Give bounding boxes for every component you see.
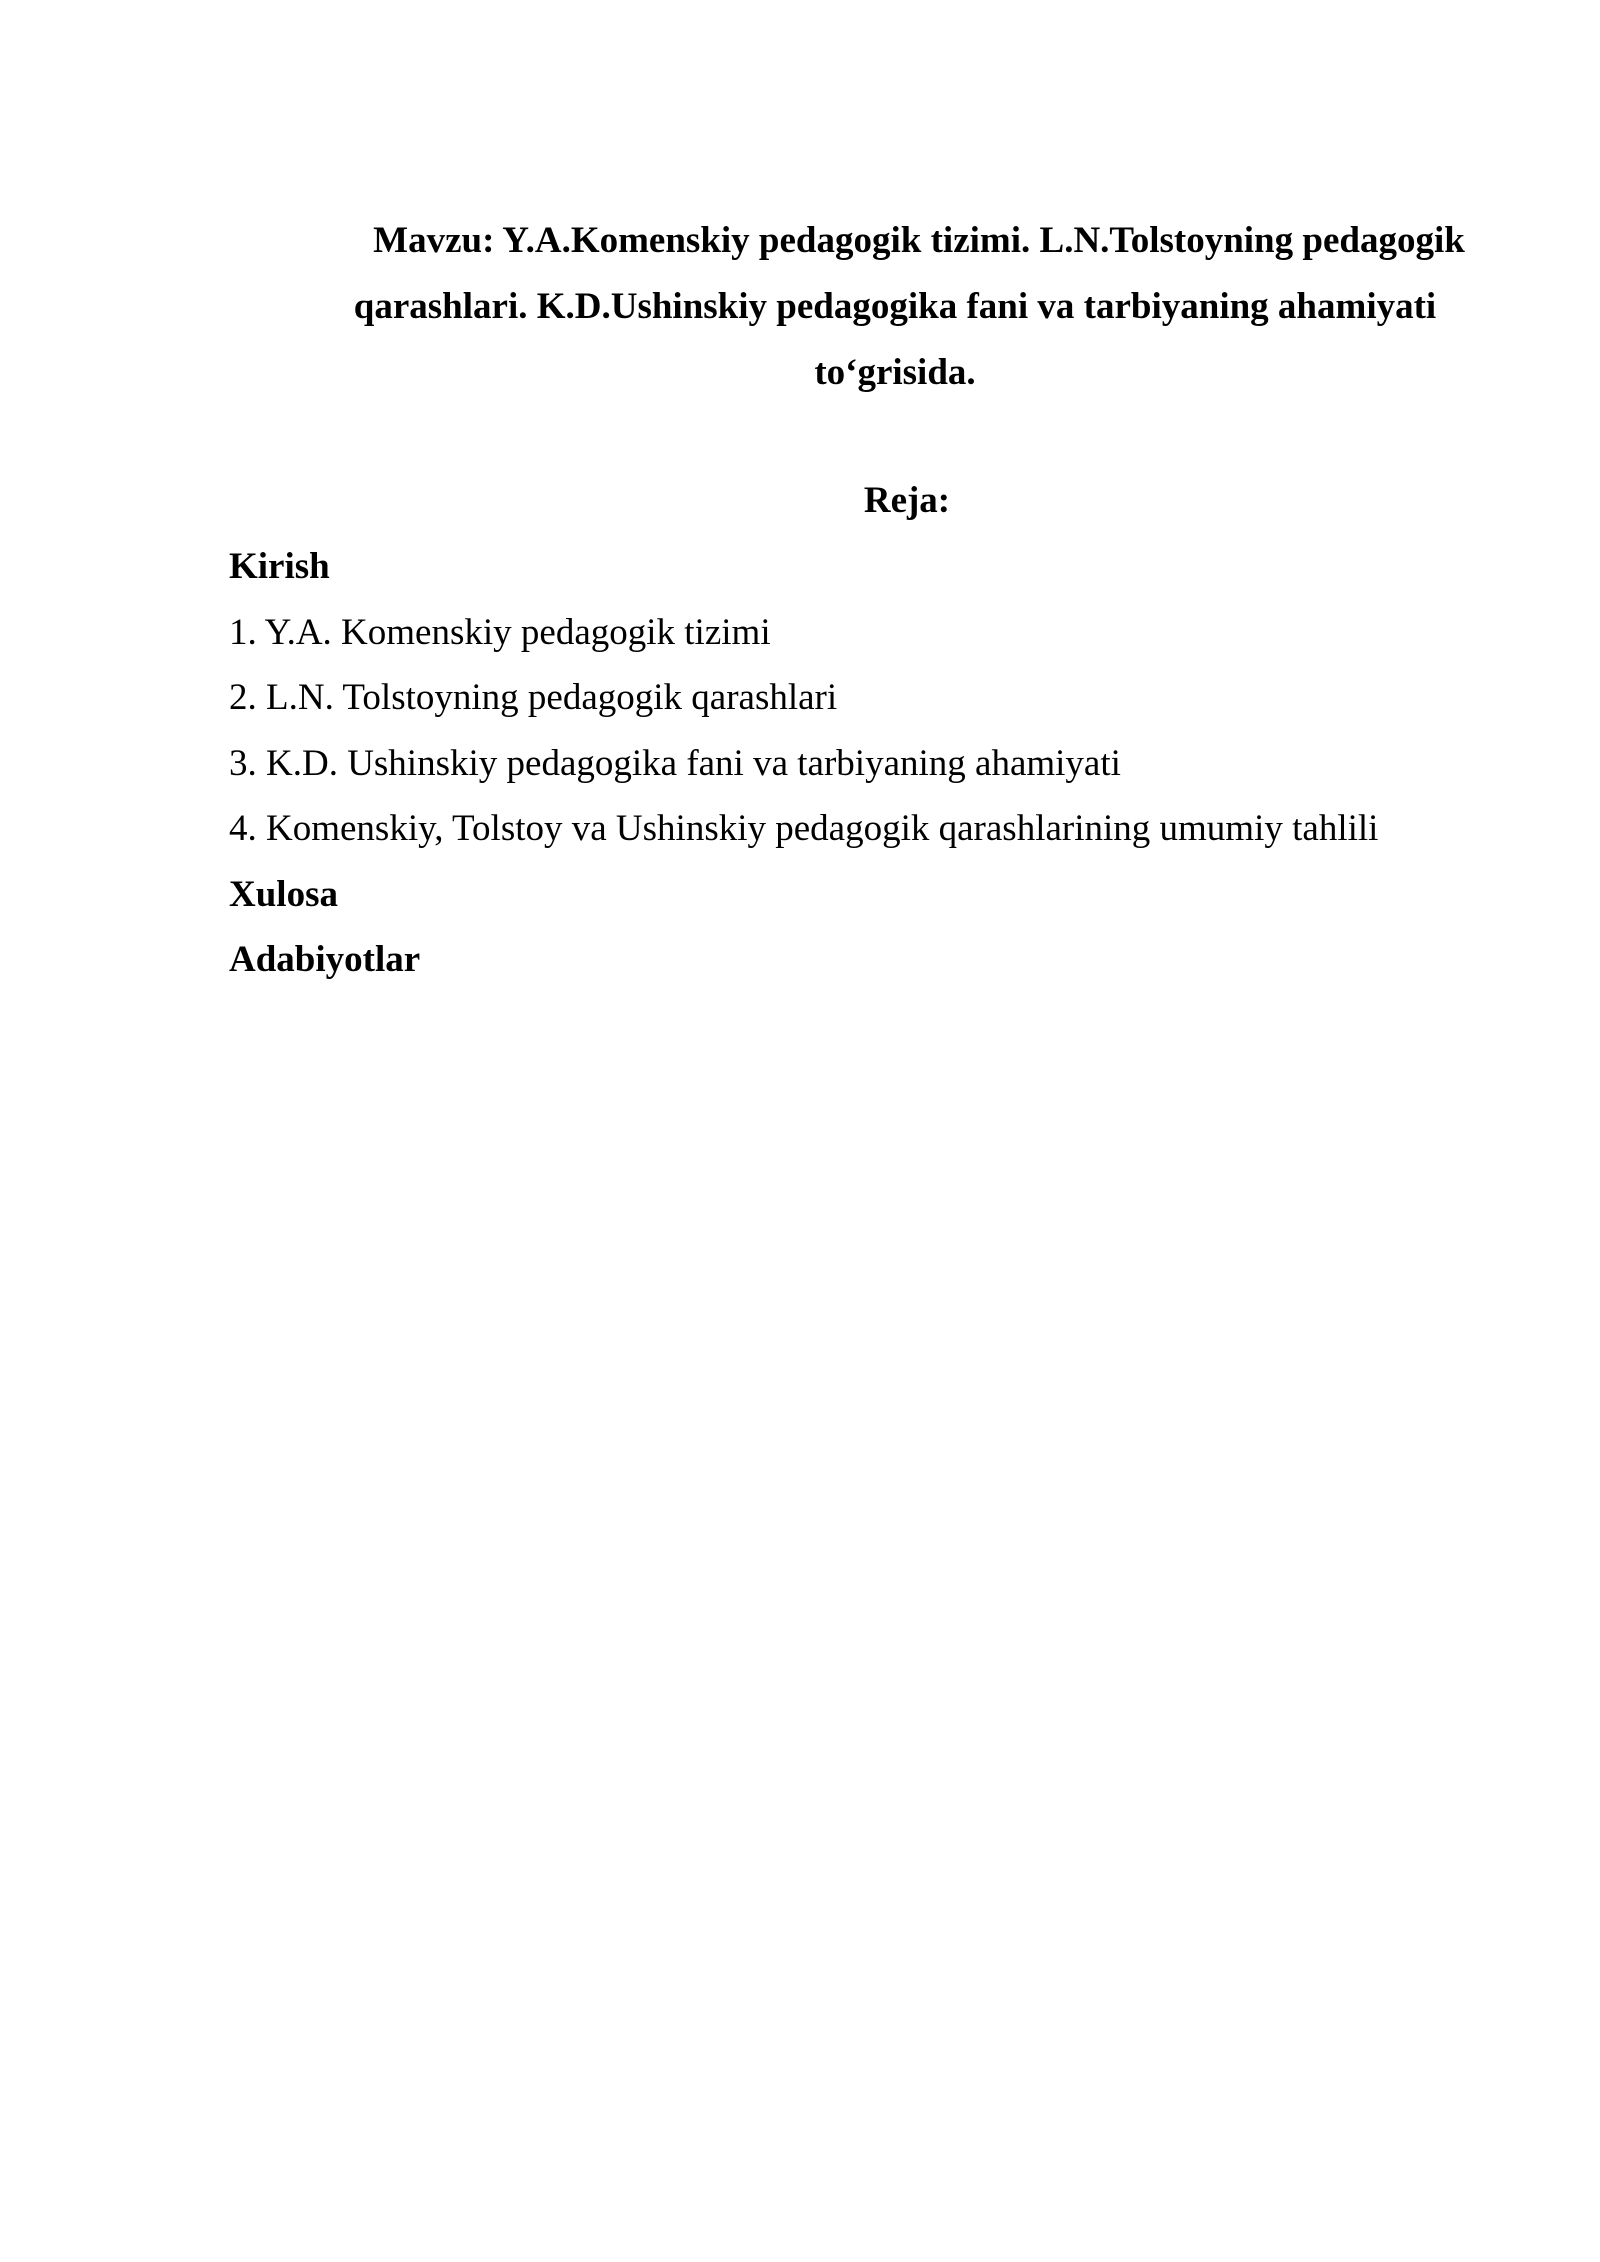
plan-section: [229, 534, 1490, 993]
plan-item-3: 3. K.D. Ushinskiy pedagogika fani va tarbiyaning ahamiyati: [229, 742, 1121, 784]
intro-heading: Kirish: [229, 546, 330, 587]
plan-list: [229, 600, 1490, 862]
references-heading: Adabiyotlar: [229, 939, 421, 980]
plan-item-4: 4. Komenskiy, Tolstoy va Ushinskiy pedagogik qarashlarining umumiy tahlili: [229, 808, 1379, 849]
plan-item-1: 1. Y.A. Komenskiy pedagogik tizimi: [229, 611, 771, 653]
conclusion-heading: Xulosa: [229, 873, 338, 915]
plan-item-2: 2. L.N. Tolstoyning pedagogik qarashlari: [229, 677, 838, 718]
plan-heading: Reja:: [863, 480, 951, 521]
document-title: Mavzu: Y.A.Komenskiy pedagogik tizimi. L.N.Tolstoyning pedagogik qarashlari. K.D.Ushinskiy pedagogika fani va tarbiyaning ahamiyati to‘grisida.: [353, 220, 1465, 393]
